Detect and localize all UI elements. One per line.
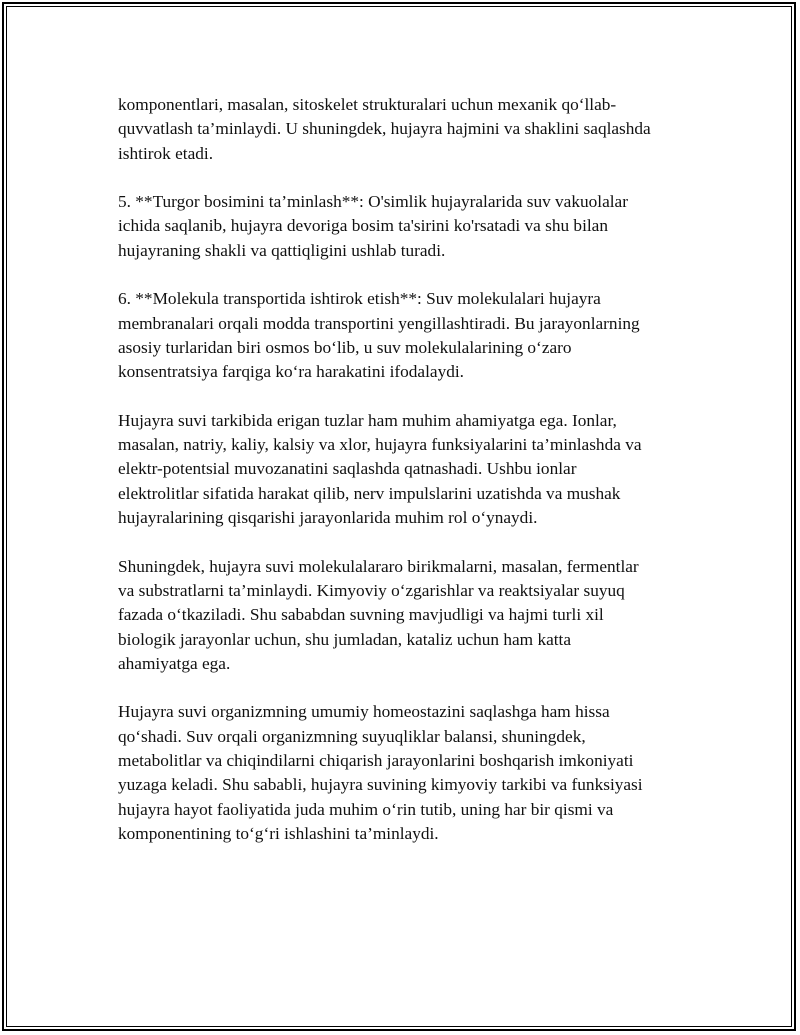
document-body [118,93,688,871]
paragraph-intermolecular-reactions: Shuningdek, hujayra suvi molekulalararo birikmalarni, masalan, fermentlar va substratlarni ta’minlaydi. Kimyoviy o‘zgarishlar va reaktsiyalar suyuq fazada o‘tkaziladi. Shu sababdan suvning mavjudligi va hajmi turli xil biologik jarayonlar uchun, shu jumladan, kataliz uchun ham katta ahamiyatga ega. [118,556,639,673]
paragraph-dissolved-salts: Hujayra suvi tarkibida erigan tuzlar ham muhim ahamiyatga ega. Ionlar, masalan, natriy, kaliy, kalsiy va xlor, hujayra funksiyalarini ta’minlashda va elektr-potentsial muvozanatini saqlashda qatnashadi. Ushbu ionlar elektrolitlar sifatida harakat qilib, nerv impulslarini uzatishda va mushak hujayralarining qisqarishi jarayonlarida muhim rol o‘ynaydi. [118,410,642,528]
paragraph-cytoskeleton-support: komponentlari, masalan, sitoskelet strukturalari uchun mexanik qo‘llab- quvvatlash ta’minlaydi. U shuningdek, hujayra hajmini va shaklini saqlashda ishtirok etadi. [118,95,651,163]
paragraph-turgor-pressure: 5. **Turgor bosimini ta’minlash**: O'simlik hujayralarida suv vakuolalar ichida saqlanib, hujayra devoriga bosim ta'sirini ko'rsatadi va shu bilan hujayraning shakli va qattiqligini ushlab turadi. [118,192,628,260]
paragraph-homeostasis: Hujayra suvi organizmning umumiy homeostazini saqlashga ham hissa qo‘shadi. Suv orqali organizmning suyuqliklar balansi, shuningdek, metabolitlar va chiqindilarni chiqarish jarayonlarini boshqarish imkoniyati yuzaga keladi. Shu sababli, hujayra suvining kimyoviy tarkibi va funksiyasi hujayra hayot faoliyatida juda muhim o‘rin tutib, uning har bir qismi va komponentining to‘g‘ri ishlashini ta’minlaydi. [118,702,643,843]
paragraph-molecule-transport: 6. **Molekula transportida ishtirok etish**: Suv molekulalari hujayra membranalari orqali modda transportini yengillashtiradi. Bu jarayonlarning asosiy turlaridan biri osmos bo‘lib, u suv molekulalarining o‘zaro konsentratsiya farqiga ko‘ra harakatini ifodalaydi. [118,289,640,382]
